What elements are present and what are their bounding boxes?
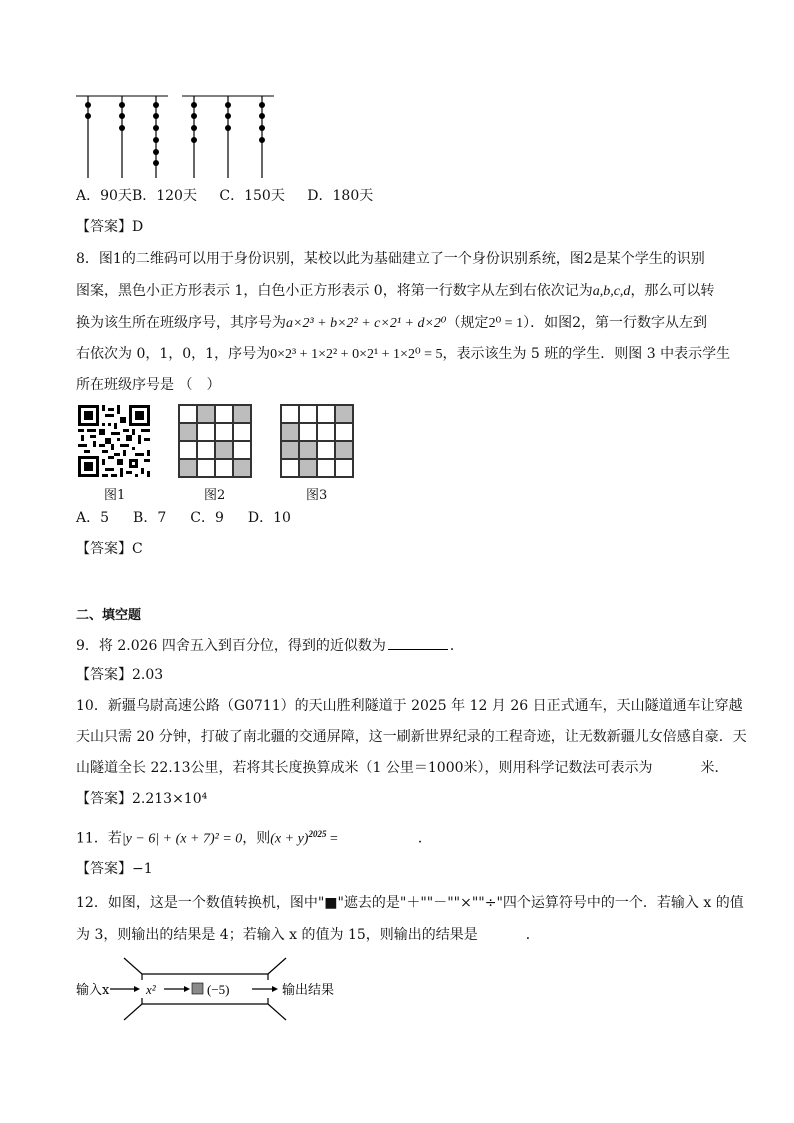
figure3-cell-3-1 [299, 459, 317, 477]
section-title: 二、填空题 [76, 608, 142, 623]
figure2-grid [178, 404, 252, 478]
q10-line3b: 米． [700, 760, 729, 776]
q9-text [76, 635, 464, 655]
machine-input-label: 输入x [76, 983, 110, 998]
machine-square-label: x² [146, 982, 156, 997]
q10-line1: 10．新疆乌尉高速公路（G0711）的天山胜利隧道于 2025 年 12 月 26 日正式通车，天山隧道通车让穿越 [76, 698, 743, 714]
q8-line3c: （规定 [446, 315, 489, 331]
q10-line3 [76, 759, 729, 777]
q11-equals: = [326, 831, 338, 847]
q9-answer: 【答案】2.03 [76, 667, 164, 683]
figure3-cell-1-2 [317, 423, 335, 441]
q8-rule: 2⁰ = 1 [488, 316, 524, 331]
figure2-cell-3-2 [215, 459, 233, 477]
figure2-cell-0-2 [215, 405, 233, 423]
q11-expression: |y − 6| + (x + 7)² = 0 [121, 831, 243, 847]
figure3-cell-3-0 [281, 459, 299, 477]
figure3-cell-1-0 [281, 423, 299, 441]
figure3-cell-3-2 [317, 459, 335, 477]
qr-code-image [78, 405, 150, 477]
q11-prefix: 11．若 [76, 830, 122, 847]
figure2-cell-3-1 [197, 459, 215, 477]
figure3-cell-1-3 [335, 423, 353, 441]
q11-end: ． [417, 830, 432, 847]
q8-line5: 所在班级序号是 （ ） [76, 377, 221, 393]
conversion-machine-diagram [72, 950, 342, 1028]
figure3-cell-1-1 [299, 423, 317, 441]
figure2-label: 图2 [204, 488, 226, 503]
figure2-cell-0-0 [179, 405, 197, 423]
q8-line4c: ，表示该生为 5 班的学生．则图 3 中表示学生 [442, 346, 731, 362]
figure3-cell-0-1 [299, 405, 317, 423]
q7-choice-b: B．120天 [131, 188, 197, 204]
q8-choices [76, 509, 291, 527]
figure2-cell-1-3 [233, 423, 251, 441]
q8-line2a: 图案，黑色小正方形表示 1，白色小正方形表示 0，将第一行数字从左到右依次记为 [76, 283, 593, 299]
q9-question: 9．将 2.026 四舍五入到百分位，得到的近似数为 [76, 638, 386, 654]
q11-exponent: 2025 [308, 829, 327, 839]
figure2-cell-2-0 [179, 441, 197, 459]
q12-line2 [76, 926, 540, 944]
q8-choice-d: D．10 [247, 510, 291, 526]
figure3-cell-0-2 [317, 405, 335, 423]
q8-line3e: ）．如图2，第一行数字从左到 [523, 315, 707, 331]
figure3-cell-3-3 [335, 459, 353, 477]
figure3-grid [280, 404, 354, 478]
figure3-cell-2-3 [335, 441, 353, 459]
q9-blank [388, 635, 448, 650]
q10-answer: 【答案】2.213×10⁴ [76, 791, 208, 807]
q8-line4a: 右依次为 0，1，0，1，序号为 [76, 346, 271, 362]
figure2-cell-2-3 [233, 441, 251, 459]
q8-line2 [76, 282, 714, 301]
q7-choice-a: A．90天 [76, 188, 132, 204]
q7-choice-d: D．180天 [307, 188, 374, 204]
figure3-cell-2-0 [281, 441, 299, 459]
machine-output-label: 输出结果 [282, 983, 335, 998]
figure2-cell-1-1 [197, 423, 215, 441]
q8-formula: a×2³ + b×2² + c×2¹ + d×2⁰ [286, 316, 447, 331]
q7-answer: 【答案】D [76, 219, 144, 235]
figure3-cell-2-2 [317, 441, 335, 459]
q7-choices [76, 187, 373, 205]
figure3-cell-0-0 [281, 405, 299, 423]
q11-mid: ，则 [242, 830, 271, 847]
figure3-cell-2-1 [299, 441, 317, 459]
figure3-label: 图3 [306, 488, 328, 503]
q8-line3 [76, 314, 707, 333]
figure2-cell-1-2 [215, 423, 233, 441]
q8-choice-c: C．9 [190, 510, 224, 526]
figure2-cell-0-3 [233, 405, 251, 423]
figure2-cell-2-1 [197, 441, 215, 459]
q8-vars: a,b,c,d [592, 284, 631, 299]
q8-line4 [76, 345, 730, 364]
q9-end: ． [449, 638, 464, 654]
q12-line2b: ． [525, 927, 540, 943]
q8-line1: 8．图1的二维码可以用于身份识别，某校以此为基础建立了一个身份识别系统，图2是某个学生的识别 [76, 251, 705, 267]
q8-choice-a: A．5 [76, 510, 110, 526]
q10-line3a: 山隧道全长 22.13公里，若将其长度换算成米（1 公里＝1000米），则用科学记数法可表示为 [76, 760, 653, 776]
figure2-cell-0-1 [197, 405, 215, 423]
q12-line2a: 为 3，则输出的结果是 4；若输入 x 的值为 15，则输出的结果是 [76, 927, 478, 943]
machine-operand-label: (−5) [207, 982, 230, 997]
figure3-cell-0-3 [335, 405, 353, 423]
q8-line2c: ，那么可以转 [630, 283, 715, 299]
figure1-label: 图1 [104, 488, 126, 503]
q11-answer: 【答案】−1 [76, 861, 153, 877]
q11-expression2: (x + y) [270, 831, 309, 847]
q8-choice-b: B．7 [133, 510, 167, 526]
q11-text [76, 825, 432, 849]
q12-line1: 12．如图，这是一个数值转换机，图中"■"遮去的是"＋""－""×""÷"四个运算符号中的一个．若输入 x 的值 [76, 895, 744, 911]
figure2-cell-1-0 [179, 423, 197, 441]
q10-line2: 天山只需 20 分钟，打破了南北疆的交通屏障，这一刷新世界纪录的工程奇迹，让无数新疆儿女倍感自豪．天 [76, 729, 747, 745]
figure2-cell-3-3 [233, 459, 251, 477]
figure2-cell-2-2 [215, 441, 233, 459]
q8-answer: 【答案】C [76, 541, 143, 557]
figure2-cell-3-0 [179, 459, 197, 477]
q8-line3a: 换为该生所在班级序号，其序号为 [76, 315, 286, 331]
q7-choice-c: C．150天 [219, 188, 285, 204]
abacus-figure [72, 90, 282, 182]
q8-example: 0×2³ + 1×2² + 0×2¹ + 1×2⁰ = 5 [270, 347, 443, 362]
